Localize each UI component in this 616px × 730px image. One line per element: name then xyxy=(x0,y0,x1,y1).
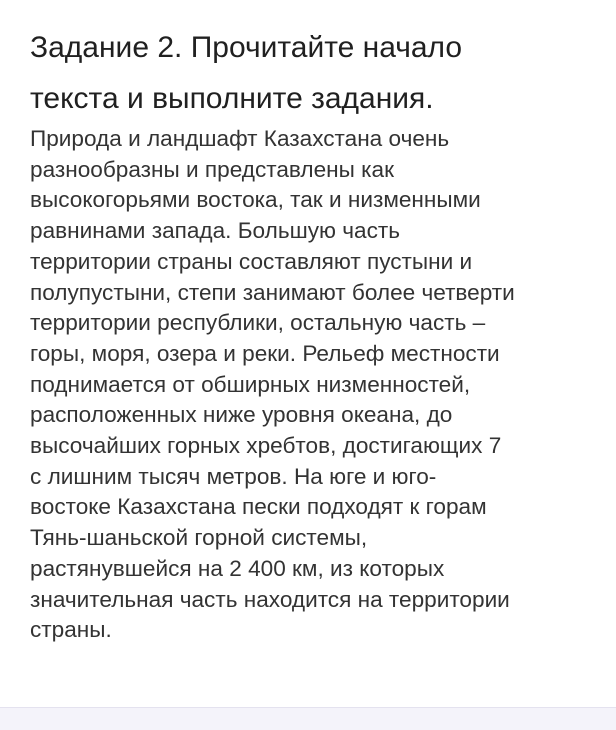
task-title-line: Задание 2. Прочитайте начало xyxy=(30,31,463,64)
passage-line: с лишним тысяч метров. На юге и юго- xyxy=(30,463,437,489)
passage-line: территории республики, остальную часть – xyxy=(30,310,486,336)
passage-line: полупустыни, степи занимают более четверти xyxy=(30,279,515,305)
task-title-line: текста и выполните задания. xyxy=(30,82,434,115)
passage-line: поднимается от обширных низменностей, xyxy=(30,371,471,397)
passage-line: равнинами запада. Большую часть xyxy=(30,218,400,244)
passage-line: значительная часть находится на территории xyxy=(30,586,510,612)
task-title xyxy=(30,22,590,124)
passage-line: высочайших горных хребтов, достигающих 7 xyxy=(30,433,502,459)
passage-line: разнообразны и представлены как xyxy=(30,156,394,182)
passage-text xyxy=(30,124,590,646)
document-content xyxy=(30,22,590,646)
passage-line: растянувшейся на 2 400 км, из которых xyxy=(30,555,445,581)
passage-line: страны. xyxy=(30,617,112,643)
passage-line: Природа и ландшафт Казахстана очень xyxy=(30,126,450,151)
bottom-bar xyxy=(0,707,616,730)
passage-line: горы, моря, озера и реки. Рельеф местности xyxy=(30,340,500,366)
passage-line: высокогорьями востока, так и низменными xyxy=(30,187,481,213)
passage-line: востоке Казахстана пески подходят к горам xyxy=(30,494,487,520)
passage-line: Тянь-шаньской горной системы, xyxy=(30,525,368,551)
passage-line: расположенных ниже уровня океана, до xyxy=(30,402,453,428)
passage-line: территории страны составляют пустыни и xyxy=(30,248,473,274)
